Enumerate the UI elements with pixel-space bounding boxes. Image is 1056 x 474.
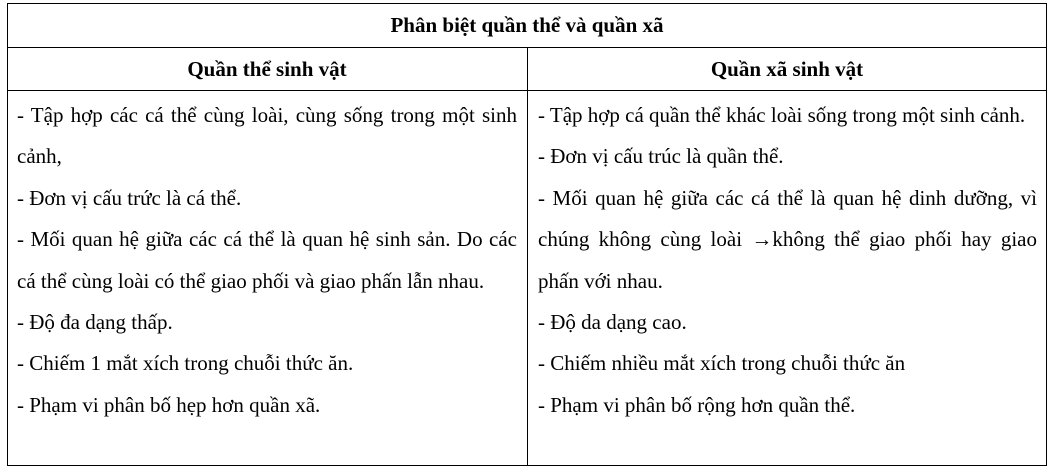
column-header-community: Quần xã sinh vật xyxy=(710,57,864,81)
population-item: - Phạm vi phân bố hẹp hơn quần xã. xyxy=(17,392,321,417)
population-features-cell xyxy=(17,95,517,426)
community-item: - Mối quan hệ giữa các cá thể là quan hệ dinh dưỡng, vì chúng không cùng loài →không thể giao phối hay giao phấn với nhau. xyxy=(538,185,1037,293)
population-item: - Đơn vị cấu trức là cá thể. xyxy=(17,185,242,210)
column-header-population: Quần thể sinh vật xyxy=(187,57,347,81)
table-title: Phân biệt quần thể và quần xã xyxy=(390,13,664,37)
community-item: - Đơn vị cấu trúc là quần thể. xyxy=(538,144,784,169)
community-item: - Phạm vi phân bố rộng hơn quần thể. xyxy=(538,392,856,417)
column-divider xyxy=(527,47,528,466)
table-border-top xyxy=(7,3,1047,4)
population-item: - Độ đa dạng thấp. xyxy=(17,310,173,335)
population-item: - Chiếm 1 mắt xích trong chuỗi thức ăn. xyxy=(17,351,354,376)
community-features-cell xyxy=(538,95,1037,426)
community-item: - Tập hợp cá quần thể khác loài sống trong một sinh cảnh. xyxy=(538,103,1026,127)
community-item: - Chiếm nhiều mắt xích trong chuỗi thức ăn xyxy=(538,351,906,376)
community-item: - Độ da dạng cao. xyxy=(538,310,687,335)
population-item: - Tập hợp các cá thể cùng loài, cùng sống trong một sinh cảnh, xyxy=(17,103,517,169)
population-item: - Mối quan hệ giữa các cá thể là quan hệ sinh sản. Do các cá thể cùng loài có thể giao phối và giao phấn lẫn nhau. xyxy=(17,227,517,293)
comparison-table xyxy=(7,3,1047,466)
